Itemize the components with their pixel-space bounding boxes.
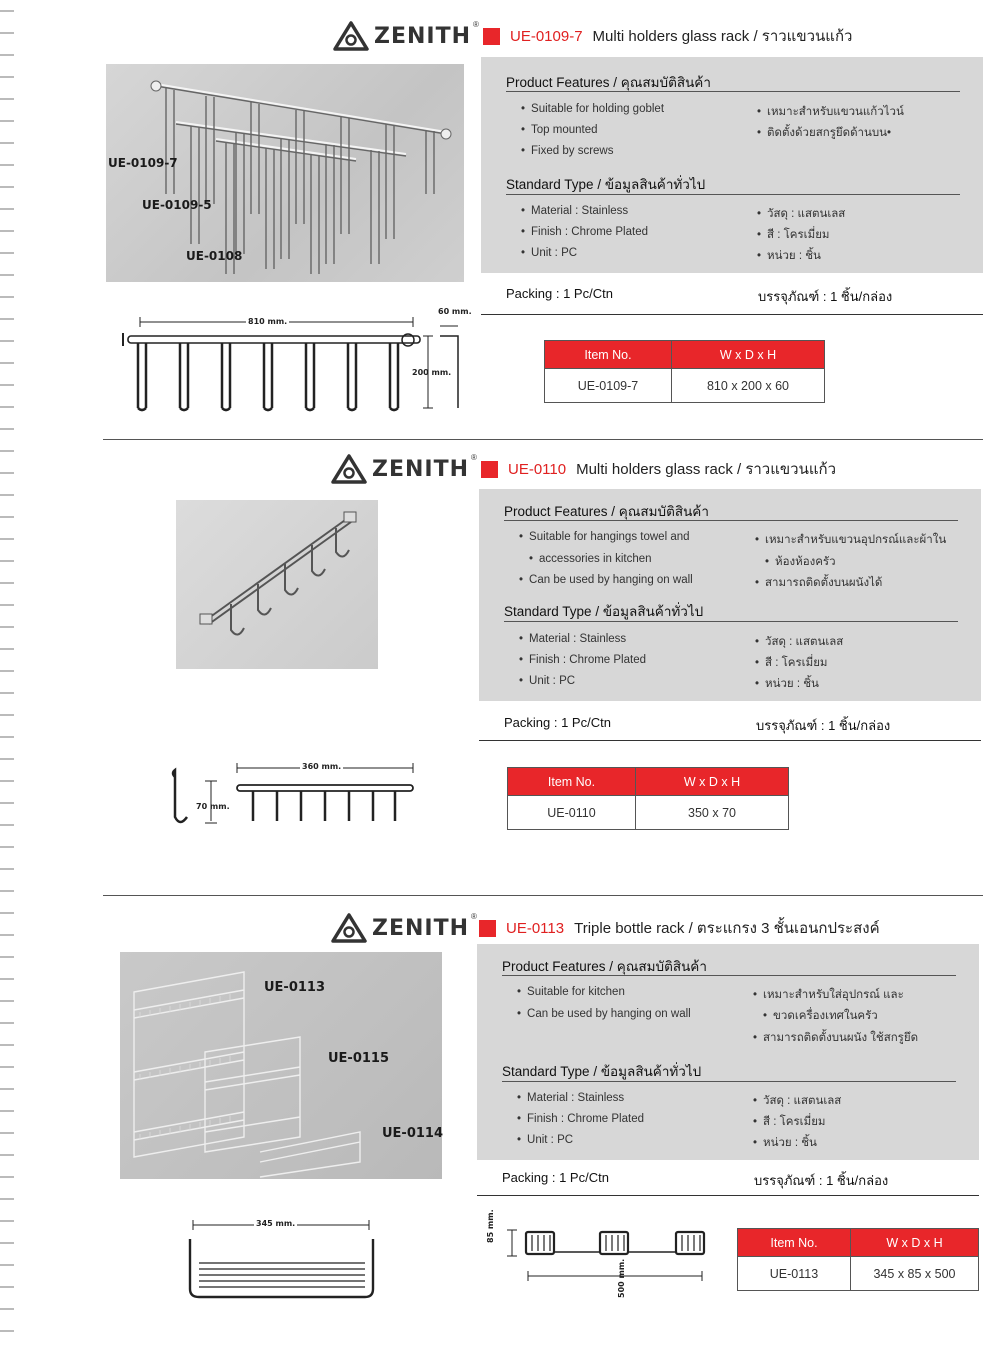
feature-item-th: • สามารถติดตั้งบนผนัง ใช้สกรูยึด — [753, 1029, 918, 1047]
section-divider — [103, 895, 983, 896]
dimension-label: 500 mm. — [617, 1258, 626, 1298]
photo-label: UE-0113 — [264, 980, 326, 995]
feature-item-continued: • accessories in kitchen — [529, 553, 652, 565]
product-name: Multi holders glass rack / ราวแขวนแก้ว — [592, 28, 853, 45]
zenith-logo — [330, 912, 477, 944]
features-heading: Product Features / คุณสมบัติสินค้า — [504, 504, 709, 519]
packing-en: Packing : 1 Pc/Ctn — [502, 1170, 609, 1185]
standard-item-th: • สี : โครเมี่ยม — [753, 1113, 826, 1131]
red-square-icon — [479, 920, 496, 937]
photo-label: UE-0109-7 — [108, 156, 178, 170]
section-divider — [103, 439, 983, 440]
standard-item-th: • หน่วย : ชิ้น — [757, 247, 821, 265]
table-row — [545, 369, 825, 403]
spec-table — [737, 1228, 979, 1291]
feature-item: • Can be used by hanging on wall — [519, 574, 693, 586]
standard-item: • Finish : Chrome Plated — [519, 654, 646, 666]
cell-item: UE-0110 — [508, 796, 636, 830]
standard-item-th: • สี : โครเมี่ยม — [757, 226, 830, 244]
packing-th: บรรจุภัณฑ์ : 1 ชิ้น/กล่อง — [758, 289, 893, 304]
product-code: UE-0113 — [506, 919, 565, 937]
standard-item-th: • วัสดุ : แสตนเลส — [753, 1092, 841, 1110]
zenith-triangle-icon — [332, 20, 370, 52]
spec-table — [507, 767, 789, 830]
col-header-item: Item No. — [738, 1229, 851, 1257]
standard-heading: Standard Type / ข้อมูลสินค้าทั่วไป — [506, 177, 706, 192]
standard-heading: Standard Type / ข้อมูลสินค้าทั่วไป — [502, 1064, 702, 1079]
dimension-drawing-top — [488, 1220, 713, 1300]
product-name: Multi holders glass rack / ราวแขวนแก้ว — [576, 461, 836, 478]
standard-item: • Unit : PC — [519, 675, 575, 687]
standard-item-th: • วัสดุ : แสตนเลส — [757, 205, 845, 223]
dimension-label: 200 mm. — [412, 368, 452, 377]
heading-underline — [504, 621, 958, 622]
packing-th: บรรจุภัณฑ์ : 1 ชิ้น/กล่อง — [754, 1173, 889, 1188]
feature-item-th-continued: • ห้องห้องครัว — [765, 553, 836, 571]
brand-name: ZENITH — [374, 23, 471, 49]
feature-item: • Suitable for holding goblet — [521, 103, 664, 115]
packing-underline — [481, 314, 983, 315]
heading-underline — [502, 975, 956, 976]
standard-item-th: • สี : โครเมี่ยม — [755, 654, 828, 672]
dimension-label: 85 mm. — [486, 1209, 495, 1243]
zenith-triangle-icon — [330, 912, 368, 944]
photo-label: UE-0114 — [382, 1126, 444, 1141]
product-name: Triple bottle rack / ตระแกรง 3 ชั้นเอนกประสงค์ — [574, 920, 880, 937]
cell-dims: 350 x 70 — [636, 796, 789, 830]
registered-mark: ® — [471, 912, 477, 921]
dimension-drawing — [118, 300, 468, 410]
packing-en: Packing : 1 Pc/Ctn — [506, 286, 613, 301]
feature-item-th: • เหมาะสำหรับแขวนแก้วไวน์ — [757, 103, 904, 121]
cell-dims: 345 x 85 x 500 — [851, 1257, 979, 1291]
standard-item-th: • หน่วย : ชิ้น — [753, 1134, 817, 1152]
product-photo — [120, 952, 442, 1179]
standard-item: • Unit : PC — [521, 247, 577, 259]
brand-name: ZENITH — [372, 915, 469, 941]
features-heading: Product Features / คุณสมบัติสินค้า — [502, 959, 707, 974]
heading-underline — [506, 194, 960, 195]
table-row — [738, 1257, 979, 1291]
col-header-dims: W x D x H — [672, 341, 825, 369]
zenith-triangle-icon — [330, 453, 368, 485]
feature-item: • Top mounted — [521, 124, 598, 136]
cell-dims: 810 x 200 x 60 — [672, 369, 825, 403]
cell-item: UE-0113 — [738, 1257, 851, 1291]
standard-item: • Unit : PC — [517, 1134, 573, 1146]
feature-item: • Fixed by screws — [521, 145, 613, 157]
spec-table — [544, 340, 825, 403]
product-photo — [106, 64, 464, 282]
product-title — [483, 24, 852, 48]
dimension-label: 810 mm. — [248, 317, 288, 326]
registered-mark: ® — [471, 453, 477, 462]
col-header-dims: W x D x H — [851, 1229, 979, 1257]
feature-item: • Suitable for hangings towel and — [519, 531, 690, 543]
photo-label: UE-0108 — [186, 249, 243, 263]
photo-label: UE-0115 — [328, 1051, 390, 1066]
dimension-label: 70 mm. — [196, 802, 230, 811]
features-heading: Product Features / คุณสมบัติสินค้า — [506, 75, 711, 90]
dimension-drawing-front — [185, 1215, 415, 1305]
standard-item-th: • หน่วย : ชิ้น — [755, 675, 819, 693]
heading-underline — [502, 1081, 956, 1082]
standard-heading: Standard Type / ข้อมูลสินค้าทั่วไป — [504, 604, 704, 619]
red-square-icon — [483, 28, 500, 45]
feature-item-th: • ติดตั้งด้วยสกรูยึดด้านบน• — [757, 124, 891, 142]
feature-item-th-continued: • ขวดเครื่องเทศในครัว — [763, 1007, 878, 1025]
col-header-item: Item No. — [508, 768, 636, 796]
product-title — [479, 916, 880, 940]
features-panel — [479, 489, 981, 701]
zenith-logo — [332, 20, 479, 52]
glass-rack-photo-drawing — [106, 64, 464, 282]
standard-item: • Finish : Chrome Plated — [517, 1113, 644, 1125]
packing-underline — [479, 740, 981, 741]
product-photo — [176, 500, 378, 669]
binder-holes — [0, 0, 14, 1351]
features-panel — [477, 944, 979, 1160]
packing-underline — [477, 1195, 979, 1196]
col-header-dims: W x D x H — [636, 768, 789, 796]
feature-item: • Suitable for kitchen — [517, 986, 625, 998]
dimension-drawing — [165, 755, 425, 835]
hook-rack-photo-drawing — [176, 500, 378, 669]
feature-item-th: • เหมาะสำหรับแขวนอุปกรณ์และผ้าใน — [755, 531, 946, 549]
feature-item-th: • สามารถติดตั้งบนผนังได้ — [755, 574, 882, 592]
standard-item: • Material : Stainless — [517, 1092, 624, 1104]
features-panel — [481, 57, 983, 273]
heading-underline — [504, 520, 958, 521]
product-code: UE-0109-7 — [510, 27, 583, 45]
standard-item-th: • วัสดุ : แสตนเลส — [755, 633, 843, 651]
packing-en: Packing : 1 Pc/Ctn — [504, 715, 611, 730]
registered-mark: ® — [473, 20, 479, 29]
table-row — [508, 796, 789, 830]
heading-underline — [506, 91, 960, 92]
brand-name: ZENITH — [372, 456, 469, 482]
photo-label: UE-0109-5 — [142, 198, 212, 212]
product-code: UE-0110 — [508, 460, 567, 478]
product-title — [481, 457, 836, 481]
standard-item: • Finish : Chrome Plated — [521, 226, 648, 238]
zenith-logo — [330, 453, 477, 485]
dimension-label: 345 mm. — [256, 1219, 296, 1228]
feature-item: • Can be used by hanging on wall — [517, 1008, 691, 1020]
feature-item-th: • เหมาะสำหรับใส่อุปกรณ์ และ — [753, 986, 904, 1004]
cell-item: UE-0109-7 — [545, 369, 672, 403]
col-header-item: Item No. — [545, 341, 672, 369]
red-square-icon — [481, 461, 498, 478]
standard-item: • Material : Stainless — [521, 205, 628, 217]
standard-item: • Material : Stainless — [519, 633, 626, 645]
dimension-label: 360 mm. — [302, 762, 342, 771]
dimension-label: 60 mm. — [438, 307, 472, 316]
packing-th: บรรจุภัณฑ์ : 1 ชิ้น/กล่อง — [756, 718, 891, 733]
